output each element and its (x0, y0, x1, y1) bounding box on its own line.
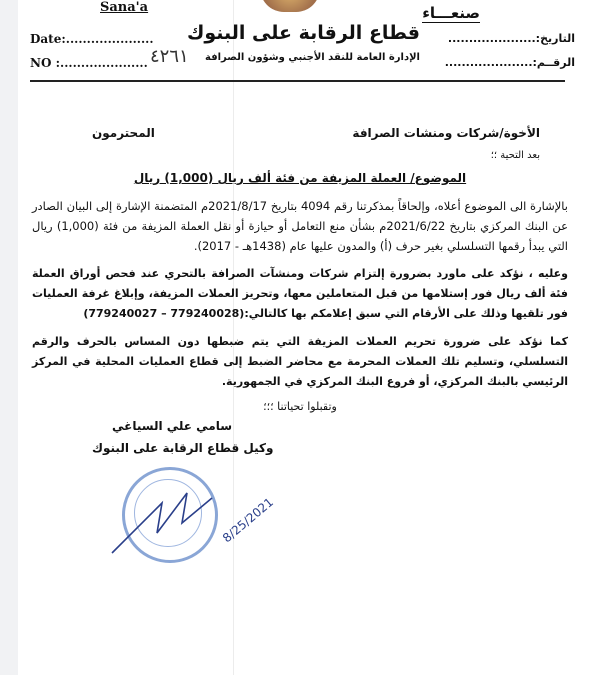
handwritten-signature (102, 463, 292, 563)
city-en: Sana'a (100, 0, 149, 15)
addressee: الأخوة/شركات ومنشات الصرافة (352, 126, 540, 140)
signatory-title: وكيل قطاع الرقابة على البنوك (92, 441, 274, 455)
paragraph-1: بالإشارة الى الموضوع أعلاه، وإلحاقاً بمذكرتنا رقم 4094 بتاريخ 2021/8/17م المتضمنة الإشارة إلى البيان الصادر عن البنك المركزي بتاريخ 2021/6/22م بشأن منع التعامل أو حيازة أو نقل العملة المزيفة من فئة (1,000) ريال التي يبدأ رقمها التسلسلي بغير حرف (أ) والمدون عليها عام (1438هـ - 2017). (32, 199, 569, 253)
signatory-name: سامي علي السياغي (112, 419, 233, 433)
handwritten-date: 8/25/2021 (219, 495, 277, 546)
reference-number: ٤٢٦١ (150, 46, 189, 67)
scan-edge (0, 0, 18, 675)
number-field-ar: الرقــم:..................... (444, 56, 575, 69)
paragraph-2: وعليه ، نؤكد على ماورد بضرورة إلتزام شركات ومنشآت الصرافة بالتحري عند فحص أوراق العملة فئة ألف ريال فور إستلامها من قبل المتعاملين معها، وتحريز العملات المزيفة، وإبلاغ غرفة العمليات فور تلقيها وذلك على الأرقام التي سبق إعلامكم بها كالتالي:(779240028 – 779240027) (32, 267, 568, 320)
org-title: قطاع الرقابة على البنوك (186, 22, 420, 44)
signature-block (32, 419, 568, 569)
closing: وتقبلوا تحياتنا ؛؛؛ (263, 400, 337, 413)
national-emblem (260, 0, 320, 12)
honorific: المحترمون (92, 126, 155, 140)
org-subtitle: الإدارة العامة للنقد الأجنبي وشؤون الصرافة (205, 52, 420, 63)
letter-body (32, 126, 568, 569)
greeting: بعد التحية ؛؛ (490, 150, 540, 161)
city-ar: صنعـــاء (422, 4, 480, 22)
header-divider (30, 80, 565, 82)
subject: الموضوع/ العملة المزيفة من فئة ألف ريال (1,000) ريال (133, 171, 467, 185)
date-field-ar: التاريخ:..................... (447, 32, 575, 45)
date-field-en: Date:..................... (30, 32, 154, 46)
paragraph-3: كما نؤكد على ضرورة تحريم العملات المزيفة التي يتم ضبطها دون المساس بالحرف والرقم التسلسلي، وتسليم تلك العملات المحرمة مع محاضر الضبط إلى قطاع العمليات المحلية في المركز الرئيسي بالبنك المركزي، أو فروع البنك المركزي في الجمهورية. (32, 335, 568, 388)
number-field-en: NO :..................... (30, 56, 148, 70)
